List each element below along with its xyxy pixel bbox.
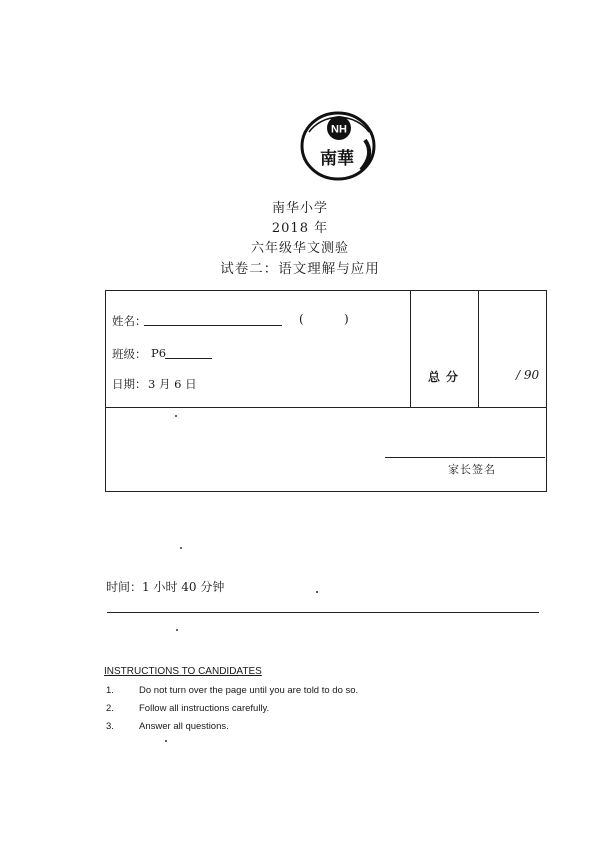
stray-mark bbox=[180, 547, 182, 549]
paper-title: 试卷二：语文理解与应用 bbox=[220, 261, 380, 277]
name-field[interactable] bbox=[144, 325, 282, 326]
school-logo bbox=[299, 110, 381, 182]
instruction-text: Do not turn over the page until you are told to do so. bbox=[139, 685, 359, 696]
exam-year: 2018 年 bbox=[271, 221, 329, 236]
stray-mark bbox=[165, 740, 167, 742]
date-value: 3 月 6 日 bbox=[148, 377, 197, 391]
name-label: 姓名： bbox=[112, 314, 147, 328]
instruction-number: 1. bbox=[106, 685, 114, 696]
stray-mark bbox=[176, 629, 178, 631]
exam-duration: 时间：1 小时 40 分钟 bbox=[106, 580, 225, 594]
class-field[interactable] bbox=[165, 358, 212, 359]
candidate-info-box bbox=[105, 290, 547, 492]
box-divider bbox=[106, 407, 546, 408]
box-divider bbox=[410, 291, 411, 407]
class-label: 班级： bbox=[112, 347, 147, 361]
box-divider bbox=[478, 291, 479, 407]
logo-name: 南華 bbox=[320, 149, 354, 169]
exam-title: 六年级华文测验 bbox=[250, 241, 349, 256]
total-score-value: / 90 bbox=[516, 368, 540, 382]
parent-signature-field[interactable] bbox=[385, 457, 545, 458]
instruction-number: 2. bbox=[106, 703, 114, 714]
register-number-open-paren: ( bbox=[299, 312, 304, 326]
horizontal-rule bbox=[107, 612, 539, 613]
instructions-title: INSTRUCTIONS TO CANDIDATES bbox=[104, 666, 262, 677]
stray-mark bbox=[175, 415, 177, 417]
stray-mark bbox=[316, 591, 318, 593]
instruction-text: Follow all instructions carefully. bbox=[139, 703, 270, 714]
instruction-number: 3. bbox=[106, 721, 114, 732]
date-label: 日期： bbox=[112, 377, 147, 391]
class-value: P6 bbox=[151, 346, 167, 360]
register-number-close-paren: ) bbox=[344, 312, 349, 326]
instruction-text: Answer all questions. bbox=[139, 721, 229, 732]
total-score-label: 总分 bbox=[428, 370, 465, 384]
logo-monogram: NH bbox=[331, 123, 347, 136]
parent-signature-label: 家长签名 bbox=[448, 463, 496, 476]
school-name: 南华小学 bbox=[271, 201, 328, 216]
